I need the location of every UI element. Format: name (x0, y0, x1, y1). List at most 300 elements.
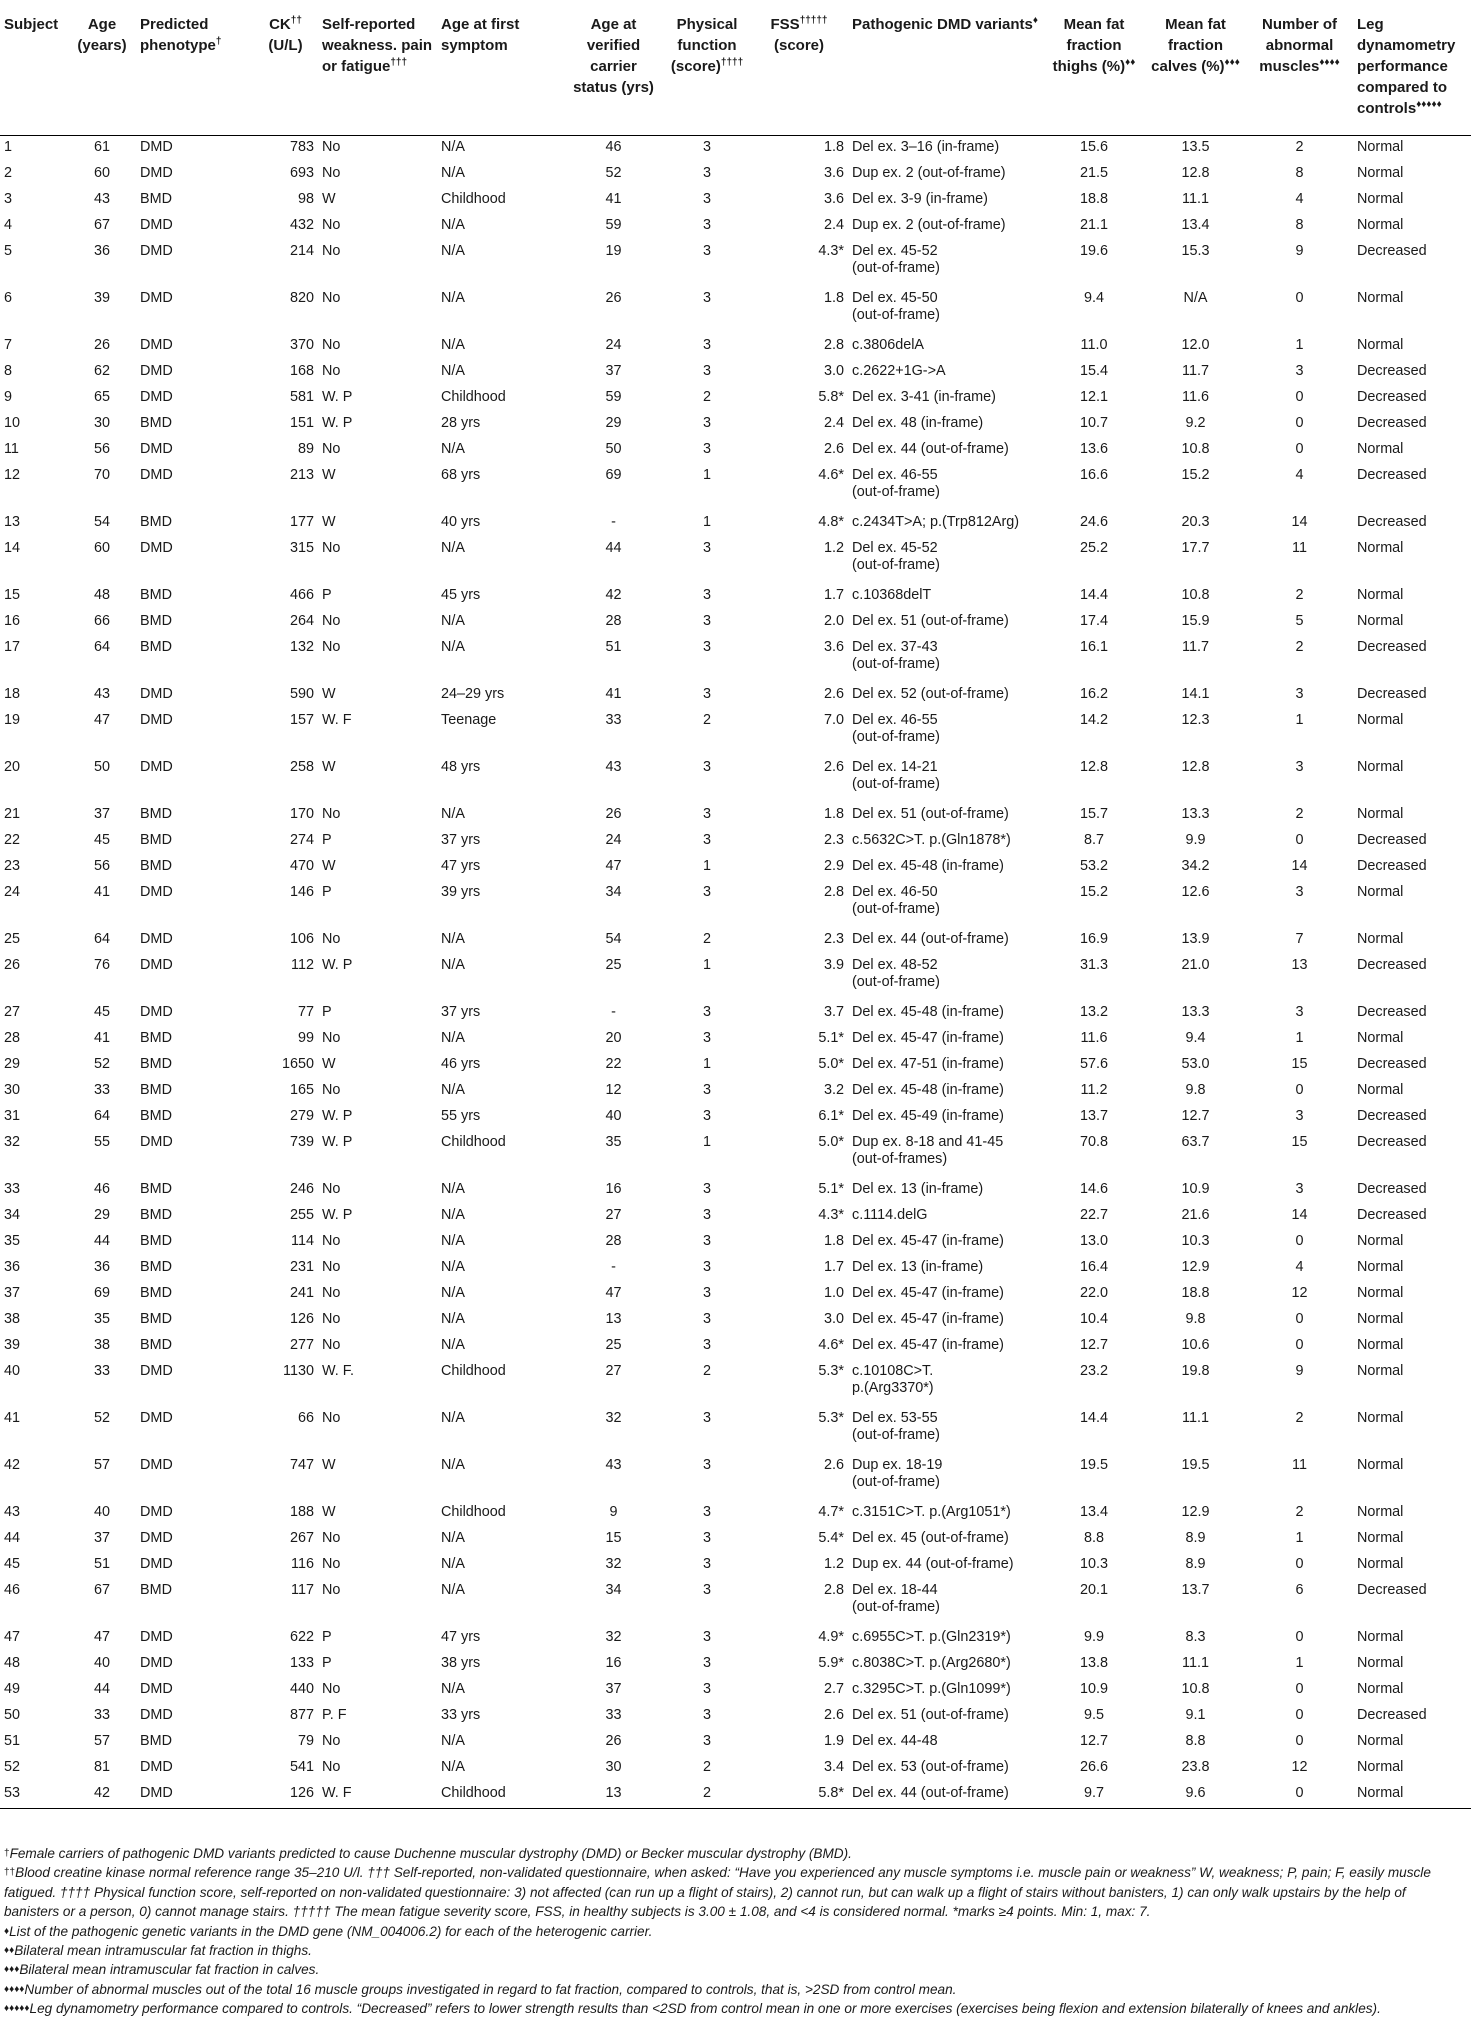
table-row (0, 1256, 1471, 1282)
table-cell: 11 (1292, 540, 1307, 556)
table-cell: Normal (1357, 1457, 1404, 1473)
table-cell: 370 (289, 337, 314, 353)
table-cell: 60 (93, 540, 110, 556)
table-cell: 25 (605, 1337, 622, 1353)
table-cell: 12.8 (1181, 165, 1210, 181)
table-cell: 10.9 (1079, 1681, 1108, 1697)
table-cell: 44 (605, 540, 622, 556)
table-cell: 1.8 (823, 1233, 844, 1249)
table-cell: 3 (702, 1655, 711, 1671)
table-cell: Normal (1357, 1759, 1404, 1775)
table-cell: 13 (1291, 957, 1308, 973)
table-cell: 1 (1295, 337, 1304, 353)
table-cell: 541 (289, 1759, 314, 1775)
table-cell: 4.3* (818, 243, 844, 259)
table-cell: Normal (1357, 613, 1404, 629)
table-cell: 22 (4, 832, 21, 848)
table-cell: Decreased (1357, 514, 1427, 530)
table-cell (848, 1360, 1043, 1407)
table-cell: 12.7 (1079, 1337, 1108, 1353)
table-cell: W (322, 1457, 336, 1473)
table-cell: 3 (702, 1733, 711, 1749)
table-cell: 3.6 (823, 191, 844, 207)
table-cell: Normal (1357, 1311, 1404, 1327)
table-cell: 16 (4, 613, 21, 629)
table-cell: No (322, 1030, 341, 1046)
table-cell: BMD (140, 1082, 172, 1098)
table-row (0, 1105, 1471, 1131)
table-cell: 3.9 (823, 957, 844, 973)
table-cell: Decreased (1357, 1181, 1427, 1197)
table-cell: 23 (4, 858, 21, 874)
table-cell: 3.4 (823, 1759, 844, 1775)
table-cell: 51 (4, 1733, 21, 1749)
table-cell: 15.2 (1181, 467, 1210, 483)
table-cell: BMD (140, 832, 172, 848)
table-cell: DMD (140, 217, 173, 233)
table-cell: 60 (93, 165, 110, 181)
table-row (0, 1079, 1471, 1105)
table-cell (848, 464, 1043, 511)
table-cell: 38 (4, 1311, 21, 1327)
table-cell: 3 (702, 1504, 711, 1520)
table-cell: 1 (702, 957, 711, 973)
table-cell: 2 (1295, 587, 1304, 603)
table-cell: BMD (140, 858, 172, 874)
table-cell: 0 (1295, 1233, 1304, 1249)
table-cell: 79 (297, 1733, 314, 1749)
table-cell: N/A (441, 217, 465, 233)
table-cell: 2 (702, 1759, 711, 1775)
table-row (0, 1756, 1471, 1782)
table-cell: 47 (605, 858, 622, 874)
table-row (0, 1230, 1471, 1256)
table-cell: 13.0 (1079, 1233, 1108, 1249)
table-cell: N/A (441, 441, 465, 457)
table-cell: 133 (289, 1655, 314, 1671)
table-cell: 1.2 (823, 540, 844, 556)
table-cell: 3.0 (823, 1311, 844, 1327)
table-cell: No (322, 1337, 341, 1353)
table-cell: Normal (1357, 139, 1404, 155)
table-cell: N/A (441, 1681, 465, 1697)
table-cell: 12 (1291, 1759, 1308, 1775)
table-cell: N/A (441, 1530, 465, 1546)
table-cell: 9.9 (1083, 1629, 1104, 1645)
table-row (0, 1454, 1471, 1501)
column-header (318, 8, 437, 136)
table-cell: 8 (4, 363, 13, 379)
table-cell: No (322, 1285, 341, 1301)
table-cell: 22.7 (1079, 1207, 1108, 1223)
table-cell: 16.6 (1079, 467, 1108, 483)
table-cell: Decreased (1357, 1004, 1427, 1020)
table-cell: 9.2 (1185, 415, 1206, 431)
table-cell: 38 (93, 1337, 110, 1353)
table-cell: 37 (93, 806, 110, 822)
table-cell: BMD (140, 1181, 172, 1197)
table-cell: 25.2 (1079, 540, 1108, 556)
table-cell: Del ex. 51 (out-of-frame) (852, 1707, 1009, 1723)
table-cell: 62 (93, 363, 110, 379)
column-header (848, 8, 1043, 136)
table-cell: 315 (289, 540, 314, 556)
table-cell: 9.7 (1043, 1782, 1145, 1809)
table-cell: 168 (289, 363, 314, 379)
table-cell: 9 (4, 389, 13, 405)
table-cell: 3 (702, 1530, 711, 1546)
table-cell: N/A (441, 639, 465, 655)
table-cell: 1.8 (823, 290, 844, 306)
table-cell: 5 (1295, 613, 1304, 629)
table-cell: Del ex. 45-48 (in-frame) (852, 1082, 1004, 1098)
table-cell: 37 yrs (441, 832, 481, 848)
table-cell: 4.9* (818, 1629, 844, 1645)
cell-text: Del ex. 18-44 (852, 1582, 938, 1598)
table-cell: 17.7 (1181, 540, 1210, 556)
table-cell: 1 (702, 858, 711, 874)
cell-text: Del ex. 46-50 (852, 884, 938, 900)
table-cell: 36 (93, 243, 110, 259)
table-cell: 13.7 (1079, 1108, 1108, 1124)
cell-text: p.(Arg3370*) (852, 1380, 934, 1396)
table-cell: No (322, 165, 341, 181)
column-header (1043, 8, 1145, 136)
table-cell: 3 (702, 639, 711, 655)
table-cell: 47 yrs (441, 1629, 481, 1645)
table-cell: 3 (702, 1181, 711, 1197)
table-row (0, 386, 1471, 412)
column-header (1145, 8, 1246, 136)
table-cell: W (322, 1056, 336, 1072)
table-cell: N/A (441, 1733, 465, 1749)
table-cell: 8 (1295, 165, 1304, 181)
table-cell: 40 (93, 1655, 110, 1671)
table-cell: 50 (4, 1707, 21, 1723)
table-cell: W. F (322, 712, 352, 728)
table-cell: 3 (702, 1082, 711, 1098)
table-cell: 41 (93, 1030, 110, 1046)
table-cell: 4 (1295, 1259, 1304, 1275)
table-cell: 5.0* (818, 1134, 844, 1150)
table-cell: 1.8 (823, 806, 844, 822)
table-row (0, 1334, 1471, 1360)
table-cell: 15.7 (1079, 806, 1108, 822)
table-cell: 8.9 (1185, 1556, 1206, 1572)
table-row (0, 855, 1471, 881)
table-cell: 5.4* (818, 1530, 844, 1546)
table-cell: N/A (441, 540, 465, 556)
table-cell: 5.8* (818, 389, 844, 405)
table-cell: 5.1* (818, 1181, 844, 1197)
column-header-label: Age at verified carrier status (yrs) (573, 16, 654, 96)
table-cell: 4.8* (818, 514, 844, 530)
table-cell: Normal (1357, 931, 1404, 947)
table-cell: N/A (441, 1311, 465, 1327)
cell-text: (out-of-frames) (852, 1151, 948, 1167)
table-cell: Normal (1357, 337, 1404, 353)
table-cell: Childhood (441, 1363, 506, 1379)
table-cell: 41 (4, 1410, 21, 1426)
table-cell: 3 (702, 165, 711, 181)
table-row (0, 1027, 1471, 1053)
table-cell: 2.6 (823, 759, 844, 775)
table-cell: BMD (140, 1207, 172, 1223)
table-cell: Normal (1357, 1655, 1404, 1671)
table-cell: 43 (93, 191, 110, 207)
table-cell: 16.2 (1079, 686, 1108, 702)
table-cell: Del ex. 45-48 (in-frame) (852, 1004, 1004, 1020)
table-cell: 14.2 (1079, 712, 1108, 728)
table-cell: 39 (93, 290, 110, 306)
table-cell: 116 (291, 1556, 314, 1572)
table-row (0, 136, 1471, 163)
table-cell: 9.1 (1185, 1707, 1206, 1723)
table-cell: 2.8 (823, 884, 844, 900)
table-cell: 9.4 (1185, 1030, 1206, 1046)
column-header-label: Self-reported weakness. pain or fatigue (322, 16, 433, 75)
footnote-symbol: ♦♦♦ (4, 1964, 20, 1976)
table-cell: Del ex. 45-47 (in-frame) (852, 1285, 1004, 1301)
table-cell: 11 (4, 441, 19, 457)
footnote (4, 1980, 1464, 1999)
table-row (0, 214, 1471, 240)
table-cell: Childhood (441, 389, 506, 405)
table-cell (848, 287, 1043, 334)
table-cell: BMD (140, 1311, 172, 1327)
table-row (0, 1501, 1471, 1527)
table-cell: Normal (1357, 587, 1404, 603)
table-cell: 2.9 (823, 858, 844, 874)
table-cell: 12.0 (1181, 337, 1210, 353)
table-cell: Teenage (441, 712, 497, 728)
table-cell: BMD (140, 613, 172, 629)
table-cell: 37 (605, 363, 622, 379)
cell-text: Del ex. 53-55 (852, 1410, 938, 1426)
table-cell: Del ex. 45 (out-of-frame) (852, 1530, 1009, 1546)
table-cell: DMD (140, 467, 173, 483)
table-cell: 47 (605, 1285, 622, 1301)
column-header-label: Pathogenic DMD variants (852, 16, 1033, 33)
table-cell: 2 (702, 1363, 711, 1379)
table-cell: 6.1* (818, 1108, 844, 1124)
column-header-label: Subject (4, 16, 59, 33)
table-cell: BMD (140, 587, 172, 603)
table-cell: 15 (4, 587, 21, 603)
table-cell: 693 (289, 165, 314, 181)
table-cell: 20 (4, 759, 21, 775)
table-cell: N/A (441, 1030, 465, 1046)
table-cell: 36 (4, 1259, 21, 1275)
header-row (0, 8, 1471, 136)
table-cell: 33 (93, 1082, 110, 1098)
table-cell: Del ex. 45-47 (in-frame) (852, 1311, 1004, 1327)
table-cell: Del ex. 44 (out-of-frame) (852, 441, 1009, 457)
table-cell: 5.3* (818, 1363, 844, 1379)
column-header-label: Mean fat fraction calves (%) (1151, 16, 1226, 75)
table-cell: 12 (1291, 1285, 1308, 1301)
table-cell: 12.8 (1079, 759, 1108, 775)
table-cell: 16 (605, 1181, 622, 1197)
table-cell: 177 (289, 514, 314, 530)
table-cell: 35 (4, 1233, 21, 1249)
table-row (0, 1131, 1471, 1178)
table-cell: N/A (441, 1410, 465, 1426)
table-cell: 19 (4, 712, 21, 728)
table-cell: Normal (1357, 1530, 1404, 1546)
table-cell: DMD (140, 1134, 173, 1150)
table-cell: 5 (4, 243, 13, 259)
table-cell: BMD (140, 1259, 172, 1275)
table-cell: 214 (289, 243, 314, 259)
table-cell: 29 (93, 1207, 110, 1223)
table-cell: 33 (605, 712, 622, 728)
table-cell: c.8038C>T. p.(Arg2680*) (852, 1655, 1011, 1671)
table-cell: Normal (1357, 441, 1404, 457)
table-cell: 0 (1295, 1337, 1304, 1353)
table-row (0, 1360, 1471, 1407)
table-cell: DMD (140, 1530, 173, 1546)
table-cell: 3 (702, 1629, 711, 1645)
table-cell: 25 (4, 931, 21, 947)
table-cell: 10.8 (1181, 587, 1210, 603)
table-cell: 26 (605, 1733, 622, 1749)
table-cell: Dup ex. 44 (out-of-frame) (852, 1556, 1014, 1572)
column-header-label: Physical function (score) (670, 16, 738, 75)
table-cell: - (611, 1259, 616, 1275)
footnote-text: List of the pathogenic genetic variants in the DMD gene (NM_004006.2) for each of the heterogenic carrier. (9, 1923, 653, 1939)
table-cell: Normal (1357, 1681, 1404, 1697)
table-cell (848, 537, 1043, 584)
table-cell: 1 (1295, 1530, 1304, 1546)
table-row (0, 287, 1471, 334)
table-cell: 48 yrs (441, 759, 481, 775)
table-cell: 0 (1295, 1707, 1304, 1723)
footnote-text: Female carriers of pathogenic DMD variants predicted to cause Duchenne muscular dystrophy (DMD) or Becker muscular dystrophy (BMD). (9, 1846, 852, 1861)
table-cell: 53 (0, 1782, 68, 1809)
table-cell: 56 (93, 858, 110, 874)
table-cell: 30 (605, 1759, 622, 1775)
cell-text: Del ex. 45-52 (852, 243, 938, 259)
table-cell: 1 (4, 139, 13, 155)
table-cell: 28 (4, 1030, 21, 1046)
table-cell: c.2434T>A; p.(Trp812Arg) (852, 514, 1020, 530)
table-cell: Decreased (1357, 1056, 1427, 1072)
table-cell: 1 (1295, 712, 1304, 728)
table-row (0, 1626, 1471, 1652)
table-cell: 1.8 (823, 139, 844, 155)
table-cell: 1.9 (823, 1733, 844, 1749)
table-cell: 45 (93, 832, 110, 848)
table-cell: 37 (93, 1530, 110, 1546)
table-cell: N/A (441, 139, 465, 155)
footnote-marker: ♦♦♦♦ (1319, 57, 1340, 68)
table-cell: 23.2 (1079, 1363, 1108, 1379)
table-cell: 69 (605, 467, 622, 483)
table-cell: 66 (93, 613, 110, 629)
table-cell: 3.6 (823, 639, 844, 655)
table-row (0, 584, 1471, 610)
table-cell: 3 (4, 191, 13, 207)
table-cell: 3 (702, 1337, 711, 1353)
table-cell: N/A (441, 337, 465, 353)
table-cell: 18.8 (1181, 1285, 1210, 1301)
table-cell: 43 (4, 1504, 21, 1520)
table-cell: Del ex. 45-47 (in-frame) (852, 1337, 1004, 1353)
table-cell: c.5632C>T. p.(Gln1878*) (852, 832, 1011, 848)
table-cell: 13.4 (1079, 1504, 1108, 1520)
table-cell: No (322, 363, 341, 379)
table-cell: No (322, 931, 341, 947)
cell-text: c.10108C>T. (852, 1363, 934, 1379)
table-cell: 16.4 (1079, 1259, 1108, 1275)
footnote-marker: ††††† (799, 15, 828, 26)
table-cell: 51 (93, 1556, 110, 1572)
table-cell: 7 (4, 337, 13, 353)
table-cell: 33 (4, 1181, 21, 1197)
table-cell: W. P (322, 957, 353, 973)
cell-text: (out-of-frame) (852, 307, 940, 323)
table-cell: 49 (4, 1681, 21, 1697)
table-cell: 14 (4, 540, 21, 556)
table-cell: 20.1 (1079, 1582, 1108, 1598)
table-cell: 3 (702, 1410, 711, 1426)
table-cell: Decreased (1357, 415, 1427, 431)
footnote (4, 1922, 1464, 1941)
table-cell: 4 (1295, 467, 1304, 483)
column-header (253, 8, 318, 136)
table-cell: 1.2 (823, 1556, 844, 1572)
table-cell: 1 (1295, 1030, 1304, 1046)
cell-text: (out-of-frame) (852, 484, 940, 500)
table-cell: Normal (1357, 217, 1404, 233)
table-cell: No (322, 1181, 341, 1197)
footnote-marker: ††† (390, 57, 408, 68)
table-cell: 2.7 (823, 1681, 844, 1697)
table-cell: 15.9 (1181, 613, 1210, 629)
table-row (0, 1579, 1471, 1626)
table-cell: 48 (4, 1655, 21, 1671)
table-cell: c.2622+1G->A (852, 363, 946, 379)
table-cell: 8 (1295, 217, 1304, 233)
table-cell: 64 (93, 931, 110, 947)
table-cell: No (322, 639, 341, 655)
table-cell: 8.8 (1083, 1530, 1104, 1546)
table-cell: 3 (702, 832, 711, 848)
cell-text: (out-of-frame) (852, 656, 940, 672)
table-cell: 63.7 (1181, 1134, 1210, 1150)
table-cell: Normal (1357, 884, 1404, 900)
table-cell: 66 (297, 1410, 314, 1426)
column-header (750, 8, 848, 136)
table-cell: W. P (322, 1134, 353, 1150)
table-cell: N/A (441, 1259, 465, 1275)
table-cell: No (322, 337, 341, 353)
table-cell: P (322, 884, 332, 900)
table-cell: 231 (289, 1259, 314, 1275)
table-cell: 15 (605, 1530, 622, 1546)
footnote-text: Bilateral mean intramuscular fat fraction in thighs. (14, 1943, 312, 1959)
table-cell: 3 (702, 1259, 711, 1275)
table-cell: 31.3 (1079, 957, 1108, 973)
table-cell: 20.3 (1181, 514, 1210, 530)
table-cell: 12.9 (1181, 1259, 1210, 1275)
table-cell: 50 (605, 441, 622, 457)
table-row (0, 829, 1471, 855)
table-cell: W. P (322, 1108, 353, 1124)
table-cell: 37 (605, 1681, 622, 1697)
table-cell: Normal (1357, 712, 1404, 728)
